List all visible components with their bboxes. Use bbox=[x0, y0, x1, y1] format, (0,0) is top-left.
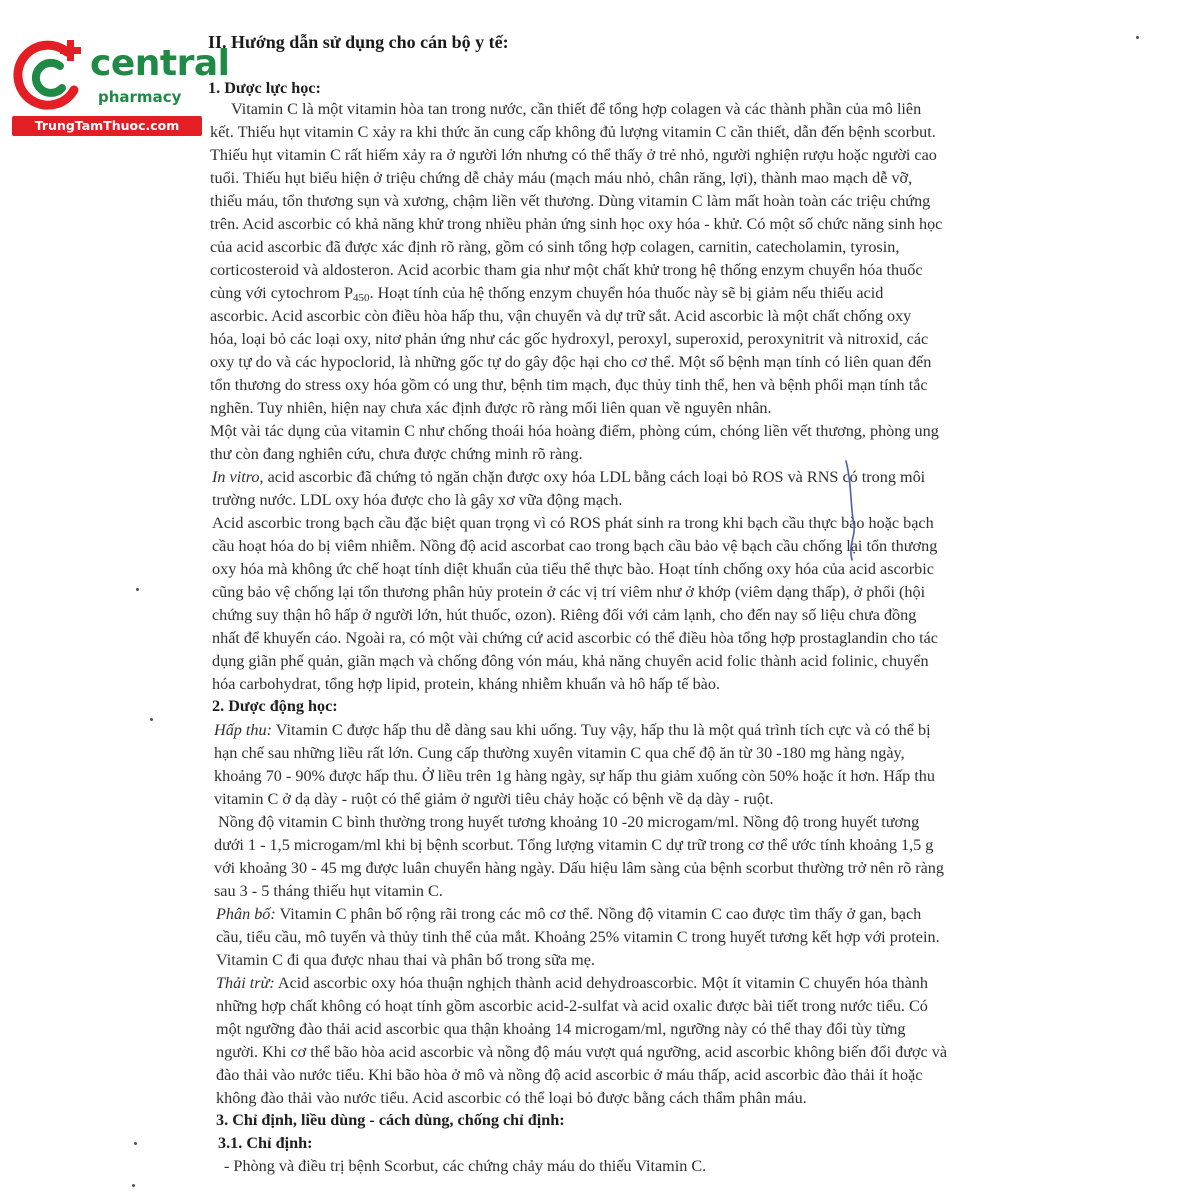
text-line: Thiếu hụt vitamin C rất hiếm xảy ra ở người lớn nhưng có thể thấy ở trẻ nhỏ, người nghiện rượu hoặc người cao bbox=[210, 146, 937, 164]
text-line: người. Khi cơ thể bão hòa acid ascorbic và nồng độ máu vượt quá ngưỡng, acid ascorbic không biến đổi được và bbox=[216, 1043, 948, 1061]
scan-speck bbox=[136, 588, 139, 591]
text-line: chứng suy thận hô hấp ở người lớn, hút thuốc, ozon). Riêng đối với cảm lạnh, cho đến nay số liệu chưa đồng bbox=[212, 606, 917, 624]
scan-speck bbox=[150, 718, 153, 721]
text-line-cytochrom: cùng với cytochrom $P_{450}$. Hoạt tính của hệ thống enzym chuyển hóa thuốc này sẽ bị giảm nếu thiếu acid bbox=[210, 284, 884, 304]
text-line: dưới 1 - 1,5 microgam/ml khi bị bệnh scorbut. Tổng lượng vitamin C dự trữ trong cơ thể ước tính khoảng 1,5 g bbox=[214, 836, 934, 854]
text-line-distribution: Phân bố: Vitamin C phân bố rộng rãi trong các mô cơ thể. Nồng độ vitamin C cao được tìm thấy ở gan, bạch bbox=[216, 905, 922, 923]
text-line: thư còn đang nghiên cứu, chưa được chứng minh rõ ràng. bbox=[210, 445, 583, 463]
text-line: thiếu máu, tổn thương sụn và xương, chậm liền vết thương. Dùng vitamin C làm mất hoàn toàn các triệu chứng bbox=[210, 192, 931, 210]
text-line: cầu hoạt hóa do bị viêm nhiễm. Nồng độ acid ascorbat cao trong bạch cầu bảo vệ bạch cầu chống lại tổn thương bbox=[212, 537, 938, 555]
indication-item: - Phòng và điều trị bệnh Scorbut, các chứng chảy máu do thiếu Vitamin C. bbox=[224, 1157, 707, 1175]
text-line: Vitamin C là một vitamin hòa tan trong nước, cần thiết để tổng hợp colagen và các thành phần của mô liên bbox=[231, 100, 922, 118]
text-line: tuổi. Thiếu hụt biểu hiện ở triệu chứng dễ chảy máu (mạch máu nhỏ, chân răng, lợi), thành mao mạch dễ vỡ, bbox=[210, 169, 913, 187]
text-line: với khoảng 30 - 45 mg được luân chuyển hàng ngày. Dấu hiệu lâm sàng của bệnh scorbut thường trở nên rõ ràng bbox=[214, 859, 944, 877]
logo-brand-text: central bbox=[90, 43, 230, 84]
section-2-title: 2. Dược động học: bbox=[212, 697, 338, 715]
logo-sub-text: pharmacy bbox=[98, 88, 182, 106]
section-3-1-title: 3.1. Chỉ định: bbox=[218, 1134, 313, 1152]
scan-speck bbox=[132, 1184, 135, 1187]
scan-speck bbox=[1136, 36, 1139, 39]
text-line: Vitamin C đi qua được nhau thai và phân bố trong sữa mẹ. bbox=[216, 951, 595, 969]
text-line: cũng bảo vệ chống lại tổn thương phân hủy protein ở các vị trí viêm như ở khớp (viêm dạng thấp), ở phổi (hội bbox=[212, 583, 926, 601]
text-line: của acid ascorbic đã được xác định rõ ràng, gồm có sinh tổng hợp colagen, carnitin, catecholamin, tyrosin, bbox=[210, 238, 900, 256]
text-line: khoảng 70 - 90% được hấp thu. Ở liều trên 1g hàng ngày, sự hấp thu giảm xuống còn 50% hoặc ít hơn. Hấp thu bbox=[214, 767, 935, 785]
text-line: tổn thương do stress oxy hóa gồm có ung thư, bệnh tim mạch, đục thủy tinh thể, hen và bệnh phổi mạn tính tắc bbox=[210, 376, 928, 394]
text-line: trên. Acid ascorbic có khả năng khử trong nhiều phản ứng sinh học oxy hóa - khử. Có một số chức năng sinh học bbox=[210, 215, 943, 233]
text-line: đào thải vào nước tiểu. Khi bão hòa ở mô và nồng độ acid ascorbic ở máu thấp, acid ascorbic đào thải ít hoặc bbox=[216, 1066, 923, 1084]
section-heading: II. Hướng dẫn sử dụng cho cán bộ y tế: bbox=[208, 32, 509, 52]
section-1-title: 1. Dược lực học: bbox=[208, 79, 321, 97]
text-line: oxy hóa mà không ức chế hoạt tính diệt khuẩn của tiểu thể thực bào. Hoạt tính chống oxy hóa của acid ascorbic bbox=[212, 560, 934, 578]
text-line: nghẽn. Tuy nhiên, hiện nay chưa xác định được rõ ràng mối liên quan về nguyên nhân. bbox=[210, 399, 772, 417]
text-line-in-vitro: In vitro, acid ascorbic đã chứng tỏ ngăn chặn được oxy hóa LDL bằng cách loại bỏ ROS và RNS có trong môi bbox=[212, 468, 926, 486]
text-line: dụng giãn phế quản, giãn mạch và chống đông vón máu, khả năng chuyển acid folic thành acid folinic, chuyển bbox=[212, 652, 929, 670]
text-line: Acid ascorbic trong bạch cầu đặc biệt quan trọng vì có ROS phát sinh ra trong khi bạch cầu thực bào hoặc bạch bbox=[212, 514, 934, 532]
text-line: nhất để khuyến cáo. Ngoài ra, có một vài chứng cứ acid ascorbic có thể điều hòa tổng hợp prostaglandin cho tác bbox=[212, 629, 938, 647]
text-line: corticosteroid và aldosteron. Acid acorbic tham gia như một chất khử trong hệ thống enzym chuyển hóa thuốc bbox=[210, 261, 923, 279]
text-line: hóa, loại bỏ các loại oxy, nitơ phản ứng như các gốc hydroxyl, peroxyl, superoxid, peroxynitrit và nitroxid, các bbox=[210, 330, 929, 348]
text-line: ascorbic. Acid ascorbic còn điều hòa hấp thu, vận chuyển và dự trữ sắt. Acid ascorbic là một chất chống oxy bbox=[210, 307, 912, 325]
text-line: không đào thải vào nước tiểu. Acid ascorbic có thể loại bỏ được bằng cách thẩm phân máu. bbox=[216, 1089, 807, 1107]
section-3-title: 3. Chỉ định, liều dùng - cách dùng, chống chỉ định: bbox=[216, 1111, 565, 1129]
text-line: một ngưỡng đào thải acid ascorbic qua thận khoảng 14 microgam/ml, ngưỡng này có thể thay đổi tùy từng bbox=[216, 1020, 906, 1038]
text-line: Một vài tác dụng của vitamin C như chống thoái hóa hoàng điểm, phòng cúm, chóng liền vết thương, phòng ung bbox=[210, 422, 939, 440]
text-line: kết. Thiếu hụt vitamin C xảy ra khi thức ăn cung cấp không đủ lượng vitamin C cần thiết, dẫn đến bệnh scorbut. bbox=[210, 123, 936, 141]
text-line-absorption: Hấp thu: Vitamin C được hấp thu dễ dàng sau khi uống. Tuy vậy, hấp thu là một quá trình tích cực và có thể bị bbox=[214, 721, 931, 739]
text-line: trường nước. LDL oxy hóa được cho là gây xơ vữa động mạch. bbox=[212, 491, 623, 509]
text-line: vitamin C ở dạ dày - ruột có thể giảm ở người tiêu chảy hoặc có bệnh về dạ dày - ruột. bbox=[214, 790, 774, 808]
text-line: sau 3 - 5 tháng thiếu hụt vitamin C. bbox=[214, 882, 443, 900]
scan-speck bbox=[134, 1142, 137, 1145]
text-line-elimination: Thải trừ: Acid ascorbic oxy hóa thuận nghịch thành acid dehydroascorbic. Một ít vitamin C chuyển hóa thành bbox=[216, 974, 928, 992]
pen-mark-decoration bbox=[840, 455, 880, 575]
text-line: hóa carbohydrat, tổng hợp lipid, protein, kháng nhiễm khuẩn và hô hấp tế bào. bbox=[212, 675, 721, 693]
text-line: oxy tự do và các hypoclorid, là những gốc tự do gây độc hại cho cơ thể. Một số bệnh mạn tính có liên quan đến bbox=[210, 353, 932, 371]
logo-site-bar: TrungTamThuoc.com bbox=[12, 116, 202, 136]
text-line: Nồng độ vitamin C bình thường trong huyết tương khoảng 10 -20 microgam/ml. Nồng độ trong huyết tương bbox=[218, 813, 920, 831]
text-line: hạn chế sau những liều rất lớn. Cung cấp thường xuyên vitamin C qua chế độ ăn từ 30 -180 mg hàng ngày, bbox=[214, 744, 905, 762]
text-line: những hợp chất không có hoạt tính gồm ascorbic acid-2-sulfat và acid oxalic được bài tiết trong nước tiểu. Có bbox=[216, 997, 928, 1015]
text-line: cầu, tiểu cầu, mô tuyến và thủy tinh thể của mắt. Khoảng 25% vitamin C trong huyết tương kết hợp với protein. bbox=[216, 928, 940, 946]
